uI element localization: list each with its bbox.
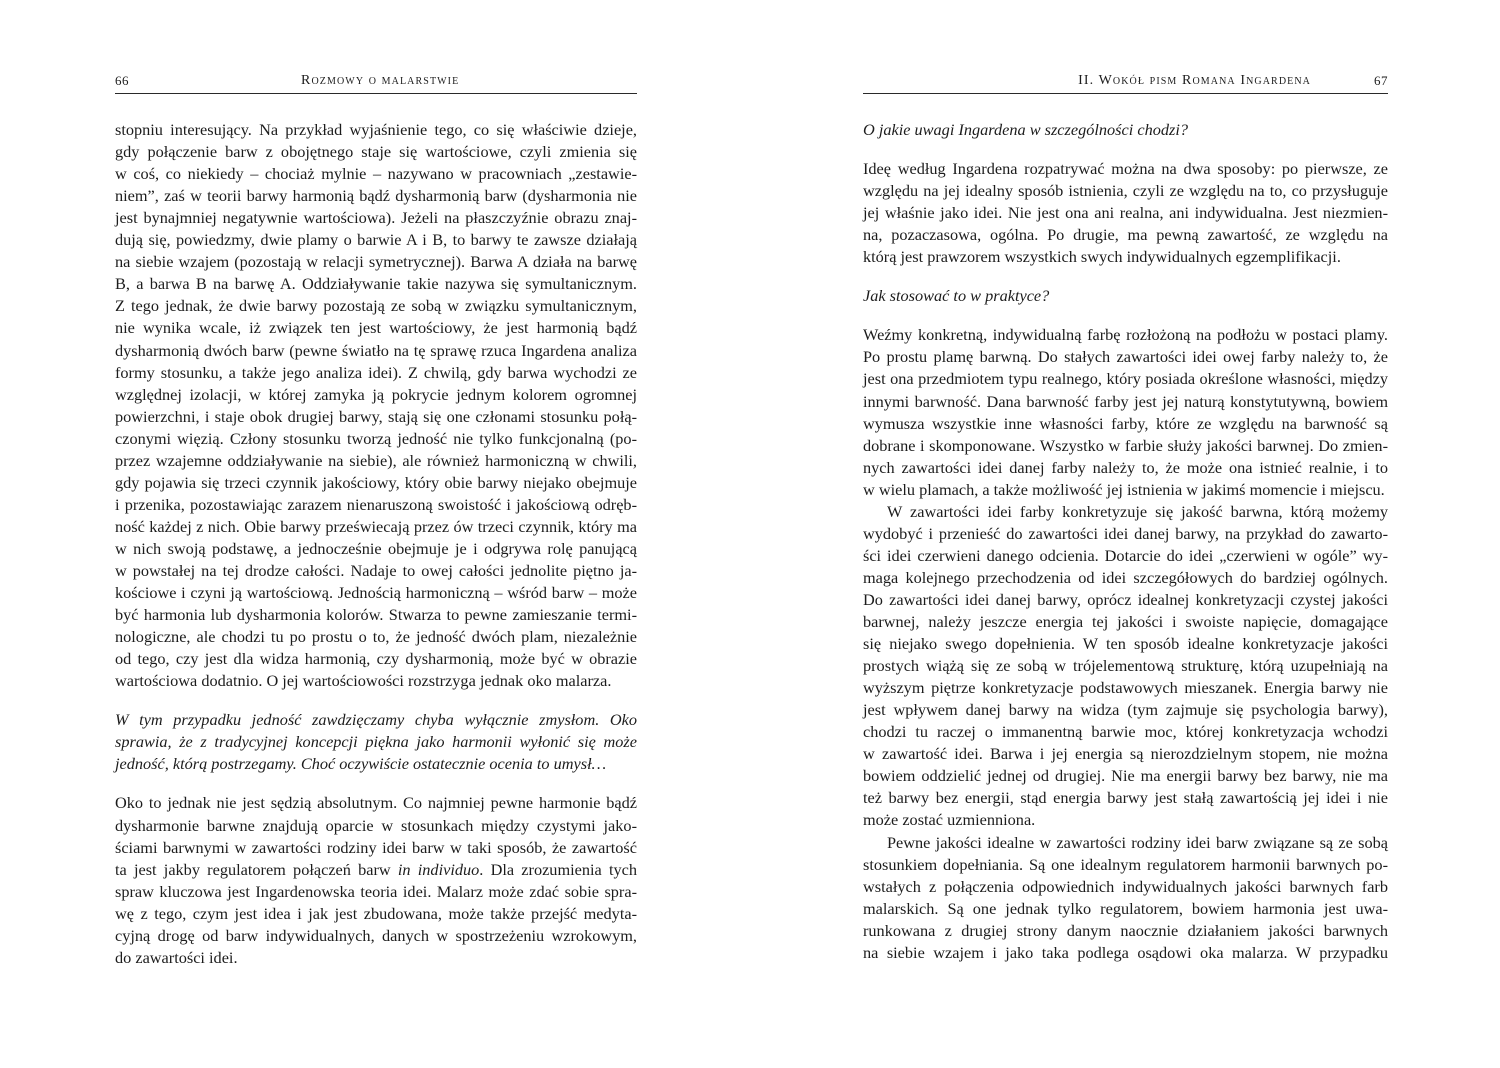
text-line: wymusza wszystkie inne własności farby, które ze względu na barwność są [863,413,1388,433]
running-head [115,71,637,94]
text-line: dują się, powiedzmy, dwie plamy o barwie A i B, to barwy te zawsze działają [115,230,637,250]
text-line: jej właśnie jako idei. Nie jest ona ani realna, ani indywidualna. Jest niezmien- [863,203,1388,223]
text-line: na siebie wzajem i jako taka podlega osądowi oka malarza. W przypadku [863,942,1388,962]
text-line: chodzi tu raczej o immanentną barwie moc, której konkretyzacja wchodzi [863,722,1388,742]
text-line: i przenika, pozostawiając zarazem nienaruszoną swoistość i jakościową odręb- [115,494,637,514]
text-line: malarskich. Są one jednak tylko regulatorem, bowiem harmonia jest uwa- [863,898,1388,918]
text-line: cyjną drogę od barw indywidualnych, danych w spostrzeżeniu wzrokowym, [115,925,637,945]
text-line: wartościowa dodatnio. O jej wartościowości rozstrzyga jednak oko malarza. [115,671,612,691]
text-line: się niejako swego dopełnienia. W ten sposób idealne konkretyzacje jakości [863,634,1388,654]
text-line: do zawartości idei. [115,947,238,967]
text-line: przez wzajemne oddziaływanie na siebie), ale również harmoniczną w chwili, [115,450,637,470]
text-line: gdy połączenie barw z obojętnego staje się wartościowe, czyli zmienia się [115,142,637,162]
text-line: jest bynajmniej negatywnie wartościowa). Jeżeli na płaszczyźnie obrazu znaj- [115,208,637,228]
text-line: sprawia, że z tradycyjnej koncepcji piękna jako harmonii wyłonić się może [115,732,637,752]
text-line: wydobyć i przenieść do zawartości idei danej barwy, na przykład do zawarto- [863,523,1388,543]
text-line: od tego, czy jest dla widza harmonią, czy dysharmonią, może być w obrazie [115,649,637,669]
page-number: 67 [1374,73,1388,88]
text-line: w coś, co niekiedy – chociaż mylnie – nazywano w pracowniach „zestawie- [115,164,637,184]
text-line: innymi barwność. Dana barwność farby jest jej naturą konstytutywną, bowiem [863,391,1388,411]
text-line: powierzchni, i staje obok drugiej barwy, stają się one członami stosunku połą- [115,406,637,426]
text-line: Oko to jednak nie jest sędzią absolutnym. Co najmniej pewne harmonie bądź [115,793,637,813]
text-line: czonymi więzią. Człony stosunku tworzą jedność nie tylko funkcjonalną (po- [115,428,637,448]
text-line: formy stosunku, a także jego analiza idei). Z chwilą, gdy barwa wychodzi ze [115,362,637,382]
text-line: bowiem oddzielić jednej od drugiej. Nie ma energii barwy bez barwy, nie ma [863,766,1388,786]
text-line: Do zawartości idei danej barwy, oprócz idealnej konkretyzacji czystej jakości [863,589,1388,609]
text-line: stopniu interesujący. Na przykład wyjaśnienie tego, co się właściwie dzieje, [115,120,637,139]
text-line: jest ona przedmiotem typu realnego, który posiada określone własności, między [863,369,1388,389]
text-line: B, a barwa B na barwę A. Oddziaływanie takie nazywa się symultanicznym. [115,274,637,294]
text-line: kościowe i czyni ją wartościową. Jednością harmoniczną – wśród barw – może [115,583,637,603]
text-line: wę z tego, czym jest idea i jak jest zbudowana, może także przejść medyta- [115,903,637,923]
text-line: względnej izolacji, w której zamyka ją pokrycie jednym kolorem ogromnej [115,384,637,404]
text-line: maga kolejnego przechodzenia od idei szczegółowych do bardziej ogólnych. [863,567,1388,587]
text-line: na siebie wzajem (pozostają w relacji symetrycznej). Barwa A działa na barwę [115,252,637,272]
text-line: dobrane i skomponowane. Wszystko w farbie służy jakości barwnej. Do zmien- [863,435,1388,455]
text-line: w powstałej na tej drodze całości. Nadaje to owej całości jednolite piętno ja- [115,561,637,580]
text-line: gdy pojawia się trzeci czynnik jakościowy, który obie barwy niejako obejmuje [115,472,637,492]
running-head [863,71,1388,94]
text-line: spraw kluczowa jest Ingardenowska teoria idei. Malarz może zdać sobie spra- [115,881,637,901]
text-line: runkowana z drugiej strony danym naocznie działaniem jakości barwnych [863,920,1388,940]
text-line: wstałych z połączenia odpowiednich indywidualnych jakości barwnych farb [863,876,1388,896]
text-line: nych zawartości idei danej farby należy to, że może ona istnieć realnie, i to [863,457,1388,477]
text-line: też barwy bez energii, stąd energia barwy jest stałą zawartością jej idei i nie [863,788,1388,808]
text-line: ści idei czerwieni danego odcienia. Dotarcie do idei „czerwieni w ogóle” wy- [863,545,1388,565]
text-line: nie wynika wcale, iż związek ten jest wartościowy, że jest harmonią bądź [115,318,637,338]
text-line: prostych wiążą się ze sobą w trójelementową strukturę, którą uzupełniają na [863,656,1388,676]
page-number: 66 [115,73,129,88]
text-line: jest wpływem danej barwy na widza (tym zajmuje się psychologia barwy), [863,700,1388,720]
text-line: Z tego jednak, że dwie barwy pozostają ze sobą w związku symultanicznym, [115,296,637,316]
text-line: nologiczne, ale chodzi tu po prostu o to, że jedność dwóch plam, niezależnie [115,627,637,647]
text-line: ność każdej z nich. Obie barwy przeświecają przez ów trzeci czynnik, który ma [115,516,637,536]
text-line: stosunkiem dopełniania. Są one idealnym regulatorem harmonii barwnych po- [863,854,1388,874]
text-line: ta jest jakby regulatorem połączeń barw in individuo. Dla zrozumienia tych [115,859,638,879]
right-page [863,0,1388,1068]
text-line: względu na jej idealny sposób istnienia, czyli ze względu na to, co przysługuje [863,181,1388,201]
text-line: Ideę według Ingardena rozpatrywać można na dwa sposoby: po pierwsze, ze [863,159,1388,179]
text-line: może zostać uzmienniona. [863,810,1036,830]
text-line: na, pozaczasowa, ogólna. Po drugie, ma pewną zawartość, ze względu na [863,225,1388,245]
text-line: którą jest prawzorem wszystkich swych indywidualnych egzemplifikacji. [863,247,1341,267]
text-line: w nich swoją podstawę, a jednocześnie obejmuje je i odgrywa rolę panującą [115,538,637,558]
text-line: ściami barwnymi w zawartości rodziny idei barw w taki sposób, że zawartość [115,837,637,857]
text-line: dysharmonią dwóch barw (pewne światło na tę sprawę rzuca Ingardena analiza [115,340,637,360]
text-line: Jak stosować to w praktyce? [863,286,1050,306]
text-line: być harmonia lub dysharmonia kolorów. Stwarza to pewne zamieszanie termi- [115,605,637,625]
left-page [115,0,637,1068]
text-line: W tym przypadku jedność zawdzięczamy chyba wyłącznie zmysłom. Oko [115,710,637,730]
running-title: Rozmowy o malarstwie [301,73,460,88]
text-line: w wielu plamach, a także możliwość jej istnienia w jakimś momencie i miejscu. [863,479,1385,499]
text-line: O jakie uwagi Ingardena w szczególności chodzi? [863,120,1188,139]
text-line: barwnej, należy jeszcze energia tej jakości i swoiste napięcie, domagające [863,612,1388,631]
text-line: niem”, zaś w teorii barwy harmonią bądź dysharmonią barw (dysharmonia nie [115,186,637,206]
text-line: w zawartość idei. Barwa i jej energia są nierozdzielnym stopem, nie można [863,744,1388,764]
running-title: II. Wokół pism Romana Ingardena [1078,73,1311,88]
text-line: W zawartości idei farby konkretyzuje się jakość barwna, którą możemy [887,501,1388,521]
text-line: dysharmonie barwne znajdują oparcie w stosunkach między czystymi jako- [115,815,637,835]
text-line: Po prostu plamę barwną. Do stałych zawartości idei owej farby należy to, że [863,347,1388,367]
text-line: Weźmy konkretną, indywidualną farbę rozłożoną na podłożu w postaci plamy. [863,325,1388,345]
text-line: jedność, którą postrzegamy. Choć oczywiście ostatecznie ocenia to umysł… [115,754,607,774]
text-line: Pewne jakości idealne w zawartości rodziny idei barw związane są ze sobą [887,832,1388,852]
text-line: wyższym piętrze konkretyzacje podstawowych mieszanek. Energia barwy nie [863,678,1388,698]
